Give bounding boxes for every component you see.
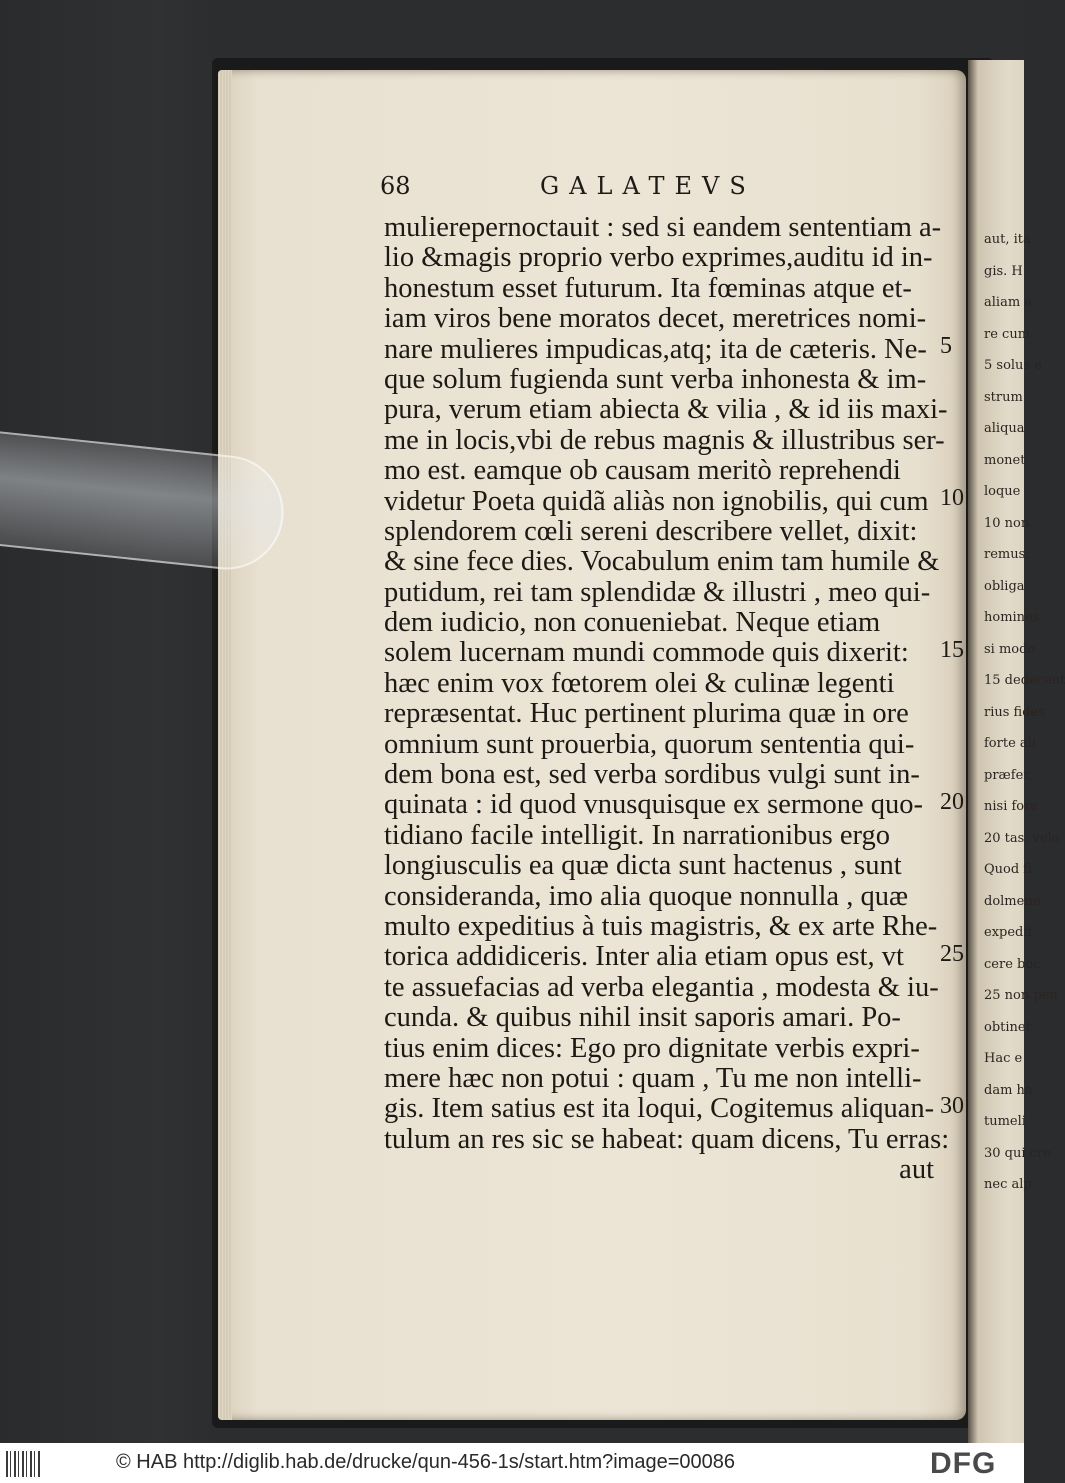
- text-line: omnium sunt prouerbia, quorum sententia qui-: [384, 728, 915, 760]
- text-line: solem lucernam mundi commode quis dixerit:: [384, 637, 909, 669]
- dfg-logo: DFG: [930, 1447, 997, 1480]
- next-page-fragment: nisi fore: [984, 799, 1039, 814]
- margin-number: 10: [940, 484, 964, 511]
- next-page-fragment: monet: [984, 452, 1026, 468]
- text-line: dem iudicio, non conueniebat. Neque etiam: [384, 607, 881, 639]
- next-page-fragment: loque: [984, 484, 1021, 499]
- barcode-icon: [6, 1451, 40, 1477]
- page-edges: [218, 70, 232, 1420]
- text-line: honestum esset futurum. Ita fœminas atque et-: [384, 272, 912, 304]
- margin-number: 25: [940, 940, 964, 967]
- text-line: hæc enim vox fœtorem olei & culinæ legenti: [384, 667, 895, 699]
- next-page-fragment: gis. H: [984, 263, 1023, 279]
- source-credit: © HAB http://diglib.hab.de/drucke/qun-456-1s/start.htm?image=00086: [116, 1451, 735, 1473]
- next-page-fragment: tumeli: [984, 1114, 1026, 1129]
- text-line: repræsentat. Huc pertinent plurima quæ in ore: [384, 698, 909, 730]
- text-line: videtur Poeta quidã aliàs non ignobilis, qui cum: [384, 485, 929, 517]
- next-page-fragment: re cum: [984, 326, 1031, 342]
- text-line: nare mulieres impudicas,atq; ita de cæteris. Ne-: [384, 333, 927, 365]
- text-line: splendorem cœli sereni describere vellet, dixit:: [384, 515, 918, 547]
- text-line: cunda. & quibus nihil insit saporis amari. Po-: [384, 1002, 901, 1034]
- text-line: consideranda, imo alia quoque nonnulla , quæ: [384, 880, 908, 912]
- next-page-fragment: rius fides: [984, 704, 1045, 720]
- text-line: & sine fece dies. Vocabulum enim tam humile &: [384, 546, 940, 578]
- text-line: iam viros bene moratos decet, meretrices nomi-: [384, 303, 927, 335]
- text-line: te assuefacias ad verba elegantia , modesta & iu-: [384, 971, 939, 1003]
- next-page-fragment: nec alp: [984, 1177, 1032, 1192]
- text-line: mere hæc non potui : quam , Tu me non intelli-: [384, 1062, 922, 1094]
- text-line: mulierepernoctauit : sed si eandem sententiam a-: [384, 212, 942, 243]
- margin-number: 30: [940, 1092, 964, 1119]
- next-page-fragment: expedit: [984, 925, 1033, 940]
- next-page-fragment: homines: [984, 610, 1040, 625]
- next-page-fragment: cere boc: [984, 956, 1041, 972]
- catchword: aut: [899, 1154, 934, 1186]
- next-page-fragment: strum: [984, 389, 1023, 405]
- next-page-fragment: præfer,: [984, 767, 1033, 783]
- text-line: tidiano facile intelligit. In narrationibus ergo: [384, 819, 891, 851]
- text-line: quinata : id quod vnusquisque ex sermone quo-: [384, 789, 924, 821]
- next-page-fragment: 10 non: [984, 515, 1030, 531]
- text-line: dem bona est, sed verba sordibus vulgi sunt in-: [384, 759, 920, 791]
- text-line: multo expeditius à tuis magistris, & ex arte Rhe-: [384, 910, 938, 942]
- next-page-fragment: aut, ita: [984, 232, 1031, 247]
- text-line: tius enim dices: Ego pro dignitate verbis expri-: [384, 1032, 920, 1064]
- next-page-fragment: 20 tas, vele: [984, 830, 1060, 846]
- main-text-block: [384, 212, 950, 1186]
- next-page-fragment: obtinet: [984, 1019, 1031, 1035]
- next-page-fragment: aliam e: [984, 295, 1032, 310]
- text-line: me in locis,vbi de rebus magnis & illustribus ser-: [384, 424, 945, 456]
- text-line: putidum, rei tam splendidæ & illustri , meo qui-: [384, 576, 931, 608]
- next-page-fragment: si modo: [984, 641, 1036, 657]
- next-page-fragment: 15 dedecent: [984, 673, 1065, 688]
- text-line: tulum an res sic se habeat: quam dicens, Tu erras:: [384, 1123, 950, 1155]
- text-lines: [384, 212, 950, 1155]
- text-line: mo est. eamque ob causam meritò reprehendi: [384, 455, 901, 487]
- margin-number: 5: [940, 332, 952, 359]
- next-page-fragment: 25 non pen: [984, 988, 1058, 1003]
- text-line: torica addidiceris. Inter alia etiam opus est, vt: [384, 941, 904, 973]
- page-number: 68: [380, 172, 411, 200]
- next-page-fragment: Quod fi: [984, 862, 1032, 877]
- footer-bar: [0, 1443, 1024, 1483]
- text-line: que solum fugienda sunt verba inhonesta & im-: [384, 363, 927, 395]
- next-page-fragment: forte ali: [984, 736, 1036, 751]
- margin-number: 15: [940, 636, 964, 663]
- next-page-fragment: 5 solus e: [984, 358, 1042, 373]
- next-page-fragment: Hac e: [984, 1051, 1023, 1066]
- next-page-fragment: aliqua: [984, 421, 1025, 436]
- next-page-fragment: remus:: [984, 547, 1030, 562]
- text-line: lio &magis proprio verbo exprimes,auditu id in-: [384, 242, 933, 274]
- running-head: GALATEVS: [540, 172, 756, 200]
- next-page-fragment: 30 qui cre: [984, 1145, 1051, 1161]
- margin-number: 20: [940, 788, 964, 815]
- next-page-fragment: obliga: [984, 578, 1025, 594]
- text-line: longiusculis ea quæ dicta sunt hactenus , sunt: [384, 850, 902, 882]
- next-page-fragment: dolmene: [984, 893, 1041, 909]
- text-line: gis. Item satius est ita loqui, Cogitemus aliquan-: [384, 1093, 935, 1125]
- next-page-fragment: dam ha: [984, 1082, 1033, 1098]
- text-line: pura, verum etiam abiecta & vilia , & id iis maxi-: [384, 394, 948, 426]
